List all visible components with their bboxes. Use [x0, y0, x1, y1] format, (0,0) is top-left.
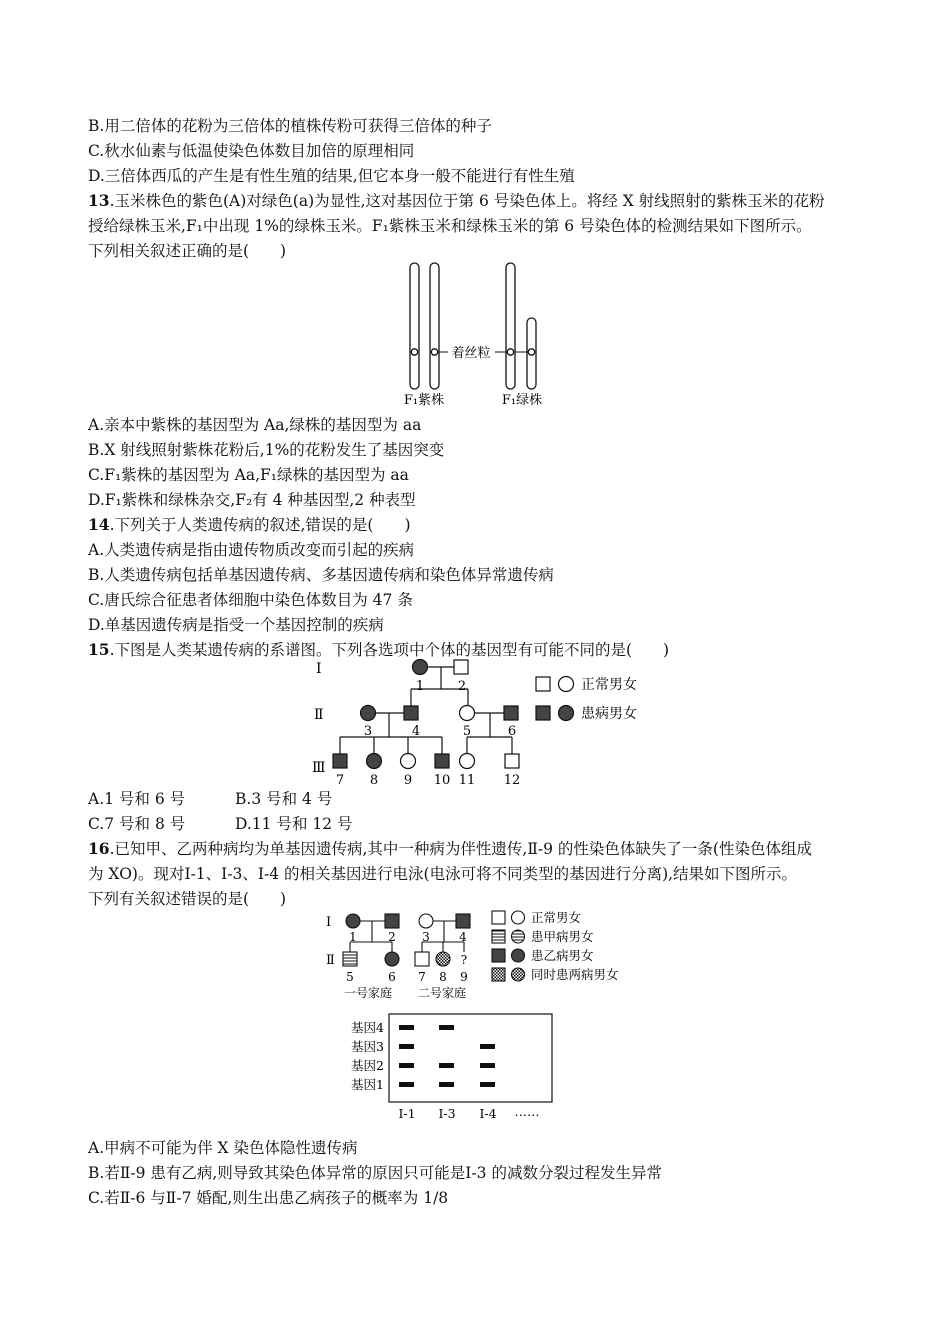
q16-individual-7: [415, 952, 429, 966]
gen-label-2: Ⅱ: [314, 707, 324, 723]
q16-option-c: C.若Ⅱ-6 与Ⅱ-7 婚配,则生出患乙病孩子的概率为 1/8: [88, 1189, 449, 1207]
id-12: 12: [503, 773, 521, 788]
band-i3-gene4: [439, 1025, 454, 1030]
q13-option-d: D.F₁紫株和绿株杂交,F₂有 4 种基因型,2 种表型: [88, 491, 416, 509]
lane-label-more: ……: [514, 1104, 540, 1119]
q13-stem-text: .玉米株色的紫色(A)对绿色(a)为显性,这对基因位于第 6 号染色体上。将经 X 射线照射的紫株玉米的花粉: [109, 192, 825, 210]
q15-options-row1: [88, 789, 333, 809]
chromosome-purple-1: [410, 263, 419, 389]
band-i3-gene1: [439, 1082, 454, 1087]
chromosome-purple-2: [430, 263, 439, 389]
band-i1-gene2: [399, 1063, 414, 1068]
q16-stem-line2: 为 XO)。现对Ⅰ-1、Ⅰ-3、Ⅰ-4 的相关基因进行电泳(电泳可将不同类型的基因进行分离),结果如下图所示。: [88, 865, 798, 883]
individual-1: [413, 660, 428, 675]
q16-legend-label-0: 正常男女: [531, 910, 582, 925]
id-3: 3: [363, 724, 373, 739]
q16-id-4: 4: [459, 930, 467, 944]
q16-id-5: 5: [346, 970, 354, 984]
band-i1-gene1: [399, 1082, 414, 1087]
q13-option-c: C.F₁紫株的基因型为 Aa,F₁绿株的基因型为 aa: [88, 466, 409, 484]
q13-number: 13: [88, 191, 110, 210]
gene-label-3: 基因3: [351, 1039, 384, 1054]
individual-3: [361, 706, 376, 721]
q14-option-a: A.人类遗传病是指由遗传物质改变而引起的疾病: [88, 541, 415, 559]
q16-id-7: 7: [418, 970, 426, 984]
q15-number: 15: [88, 640, 110, 659]
q16-id-1: 1: [349, 930, 357, 944]
q14-stem-text: .下列关于人类遗传病的叙述,错误的是( ): [109, 516, 411, 534]
q16-legend-label-2: 患乙病男女: [531, 948, 594, 963]
q14-option-b: B.人类遗传病包括单基因遗传病、多基因遗传病和染色体异常遗传病: [88, 566, 554, 584]
individual-8: [367, 754, 382, 769]
id-5: 5: [462, 724, 472, 739]
centromere-label: 着丝粒: [451, 346, 491, 361]
q16-individual-8: [436, 952, 450, 966]
q15-stem-text: .下图是人类某遗传病的系谱图。下列各选项中个体的基因型有可能不同的是( ): [109, 641, 670, 659]
q15-option-d: D.11 号和 12 号: [235, 815, 353, 833]
band-i1-gene4: [399, 1025, 414, 1030]
q15-option-a: A.1 号和 6 号: [88, 790, 186, 808]
q16-legend-normal-male: [492, 911, 505, 924]
q16-individual-6: [385, 952, 399, 966]
q16-id-6: 6: [388, 970, 396, 984]
individual-2: [454, 660, 468, 674]
electrophoresis-gel: [344, 1010, 560, 1122]
q16-legend-both-female: [512, 968, 525, 981]
q13-stem-line3: 下列相关叙述正确的是( ): [88, 242, 287, 260]
q16-individual-2: [385, 914, 399, 928]
individual-4: [404, 706, 418, 720]
q16-individual-4: [456, 914, 470, 928]
legend-affected-female: [559, 706, 574, 721]
q15-option-c: C.7 号和 8 号: [88, 815, 186, 833]
q16-id-2: 2: [388, 930, 396, 944]
q16-individual-5: [343, 952, 357, 966]
lane-label-i3: Ⅰ-3: [438, 1106, 456, 1121]
q16-stem-line1: [88, 839, 812, 859]
q16-option-a: A.甲病不可能为伴 X 染色体隐性遗传病: [88, 1139, 358, 1157]
id-1: 1: [415, 679, 425, 694]
q16-legend-label-1: 患甲病男女: [531, 929, 594, 944]
individual-5: [460, 706, 475, 721]
band-i3-gene2: [439, 1063, 454, 1068]
q16-individual-1: [346, 914, 360, 928]
q16-legend-a-female: [512, 930, 525, 943]
q16-legend-b-female: [512, 949, 525, 962]
q16-id-8: 8: [439, 970, 447, 984]
id-9: 9: [403, 773, 413, 788]
individual-7: [333, 754, 347, 768]
q14-option-d: D.单基因遗传病是指受一个基因控制的疾病: [88, 616, 384, 634]
q16-id-9: 9: [460, 970, 468, 984]
band-i4-gene1: [480, 1082, 495, 1087]
individual-11: [460, 754, 475, 769]
q14-number: 14: [88, 515, 110, 534]
q16-pedigree: [322, 906, 642, 1002]
q14-stem: [88, 515, 411, 535]
lane-label-i4: Ⅰ-4: [479, 1106, 497, 1121]
q16-gen-label-1: Ⅰ: [326, 915, 332, 930]
q16-legend-both-male: [492, 968, 505, 981]
individual-9: [401, 754, 416, 769]
f1-purple-label: F₁紫株: [403, 393, 445, 408]
legend-normal-male: [536, 677, 550, 691]
q14-option-c: C.唐氏综合征患者体细胞中染色体数目为 47 条: [88, 591, 413, 609]
q13-option-a: A.亲本中紫株的基因型为 Aa,绿株的基因型为 aa: [88, 416, 422, 434]
q16-gen-label-2: Ⅱ: [326, 953, 335, 968]
q16-unknown-mark: ?: [460, 953, 468, 967]
chromosome-green-1: [506, 263, 515, 389]
legend-normal-female: [559, 677, 574, 692]
band-i1-gene3: [399, 1044, 414, 1049]
q16-stem-text: .已知甲、乙两种病均为单基因遗传病,其中一种病为伴性遗传,Ⅱ-9 的性染色体缺失了一条(性染色体组成: [109, 840, 812, 858]
id-7: 7: [335, 773, 345, 788]
band-i4-gene2: [480, 1063, 495, 1068]
legend-affected-male: [536, 706, 550, 720]
q15-options-row2: [88, 814, 353, 834]
q12-option-b: B.用二倍体的花粉为三倍体的植株传粉可获得三倍体的种子: [88, 117, 492, 135]
gene-label-2: 基因2: [351, 1058, 384, 1073]
id-11: 11: [458, 773, 476, 788]
gen-label-3: Ⅲ: [312, 760, 326, 776]
id-10: 10: [433, 773, 451, 788]
individual-6: [504, 706, 518, 720]
q16-legend-normal-female: [512, 911, 525, 924]
id-6: 6: [507, 724, 517, 739]
q16-number: 16: [88, 839, 110, 858]
id-4: 4: [411, 724, 421, 739]
individual-12: [505, 754, 519, 768]
id-2: 2: [457, 679, 467, 694]
individual-10: [435, 754, 449, 768]
q13-stem-line2: 授给绿株玉米,F₁中出现 1%的绿株玉米。F₁紫株玉米和绿株玉米的第 6 号染色体的检测结果如下图所示。: [88, 217, 812, 235]
legend-normal-label: 正常男女: [581, 677, 637, 693]
q16-legend-b-male: [492, 949, 505, 962]
q16-legend-a-male: [492, 930, 505, 943]
id-8: 8: [369, 773, 379, 788]
gene-label-1: 基因1: [351, 1077, 384, 1092]
q12-option-c: C.秋水仙素与低温使染色体数目加倍的原理相同: [88, 142, 415, 160]
legend-affected-label: 患病男女: [581, 706, 637, 722]
gen-label-1: Ⅰ: [316, 661, 322, 677]
q15-option-b: B.3 号和 4 号: [235, 790, 333, 808]
chromosome-figure: [400, 258, 560, 410]
q16-legend-label-3: 同时患两病男女: [531, 967, 619, 982]
gene-label-4: 基因4: [351, 1020, 384, 1035]
q16-individual-3: [419, 914, 433, 928]
q16-stem-line3: 下列有关叙述错误的是( ): [88, 890, 287, 908]
family-2-label: 二号家庭: [417, 986, 467, 1000]
q16-id-3: 3: [422, 930, 430, 944]
q16-option-b: B.若Ⅱ-9 患有乙病,则导致其染色体异常的原因只可能是Ⅰ-3 的减数分裂过程发生异常: [88, 1164, 662, 1182]
f1-green-label: F₁绿株: [501, 393, 543, 408]
q13-stem-line1: [88, 191, 825, 211]
family-1-label: 一号家庭: [343, 986, 393, 1000]
q13-option-b: B.X 射线照射紫株花粉后,1%的花粉发生了基因突变: [88, 441, 445, 459]
q15-pedigree: [300, 656, 680, 788]
lane-label-i1: Ⅰ-1: [398, 1106, 416, 1121]
band-i4-gene3: [480, 1044, 495, 1049]
q12-option-d: D.三倍体西瓜的产生是有性生殖的结果,但它本身一般不能进行有性生殖: [88, 167, 575, 185]
